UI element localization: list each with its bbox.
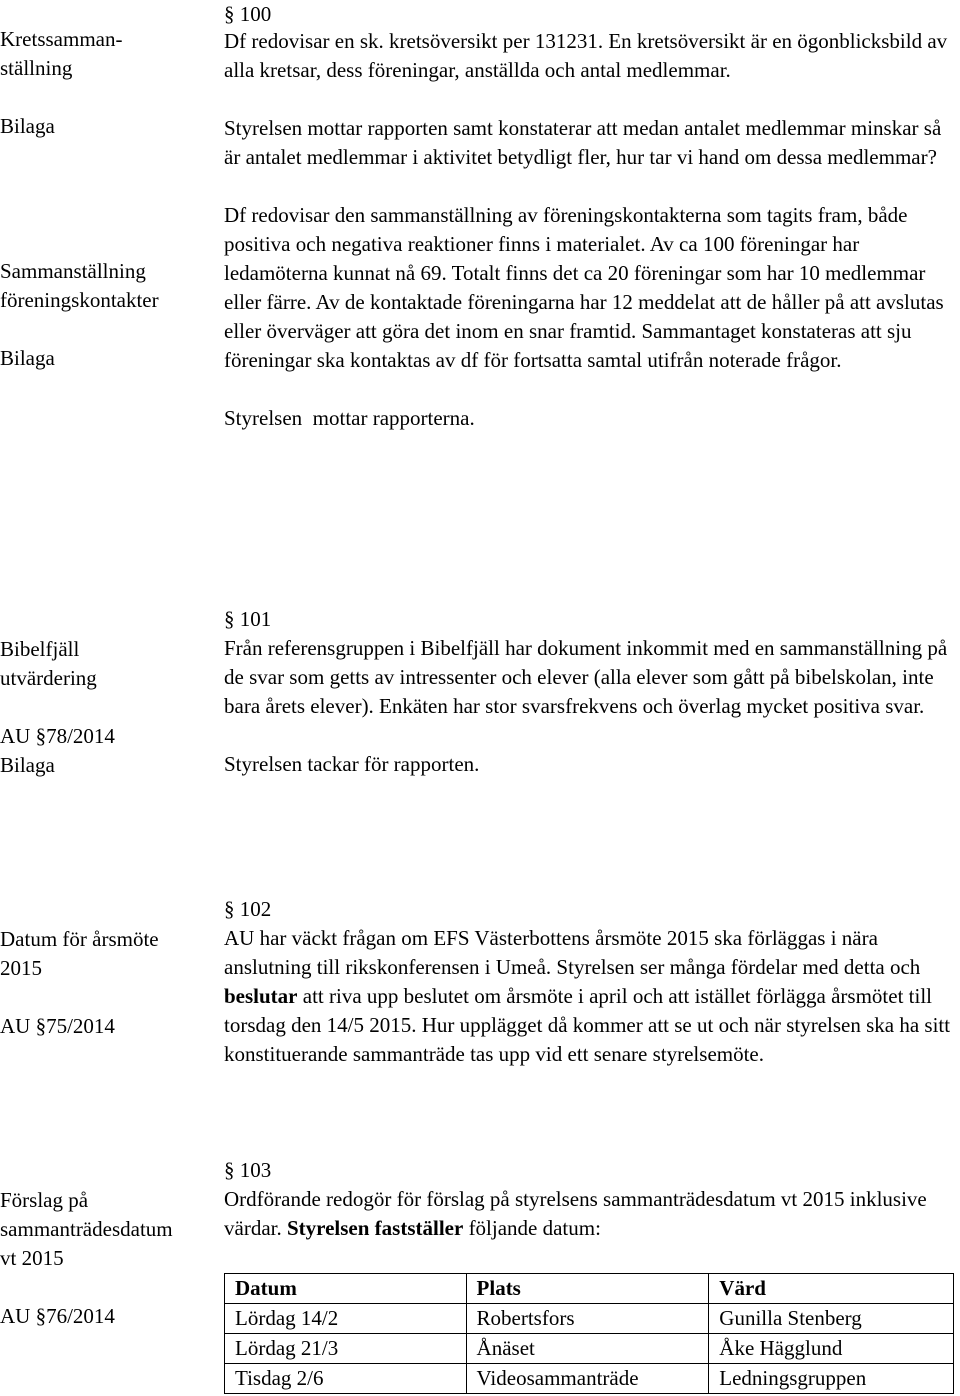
table-header-cell: Datum <box>225 1274 467 1304</box>
s103-body <box>224 1156 960 1243</box>
margin-spacer <box>0 1273 212 1302</box>
section-number-value: 103 <box>239 1158 272 1182</box>
text-run: att riva upp beslutet om årsmöte i april och att istället förlägga årsmötet till torsdag den 14/5 2015. Hur upplägget då kommer att se ut och när styrelsen ska ha sitt konstituerande sammanträde tas upp vid ett senare styrelsemöte. <box>224 984 951 1066</box>
paragraph: Df redovisar den sammanställning av föreningskontakterna som tagits fram, både positiva och negativa reaktioner finns i materialet. Av ca 100 föreningar har ledamöterna kunnat nå 69. Totalt finns det ca 20 föreningar som har 10 medlemmar eller färre. Av de kontaktade föreningarna har 12 meddelat att de håller på att avslutas eller överväger att göra det inom en snar framtid. Sammantaget konstateras att sju föreningar ska kontaktas av df för fortsatta samtal utifrån noterade frågor. <box>224 203 944 372</box>
section-sign: § <box>224 607 235 631</box>
paragraph <box>224 1185 960 1243</box>
s102-body <box>224 895 960 1069</box>
section-number <box>224 895 960 924</box>
s103-margin <box>0 1186 212 1331</box>
meeting-dates-table <box>224 1273 954 1394</box>
bold-text: Styrelsen fastställer <box>286 1216 464 1240</box>
text-run: följande datum: <box>463 1216 601 1240</box>
margin-line: Bilaga <box>0 346 55 370</box>
table-cell: Lördag 21/3 <box>225 1334 467 1364</box>
section-sign: § <box>224 897 235 921</box>
section-number-value: 101 <box>239 607 272 631</box>
paragraph: Från referensgruppen i Bibelfjäll har dokument inkommit med en sammanställning på de svar som getts av intressenter och elever (alla elever som gått på bibelskolan, inte bara årets elever). Enkäten har stor svarsfrekvens och överlag mycket positiva svar. <box>224 636 948 718</box>
margin-line: Kretssamman- <box>0 27 123 51</box>
table-header-cell: Värd <box>709 1274 954 1304</box>
table-header-cell: Plats <box>466 1274 709 1304</box>
margin-spacer <box>0 983 212 1012</box>
margin-line: Bilaga <box>0 753 55 777</box>
text-run: AU har väckt frågan om EFS Västerbottens årsmöte 2015 ska förläggas i nära anslutning till rikskonferensen i Umeå. Styrelsen ser många fördelar med detta och <box>224 926 921 979</box>
margin-line: utvärdering <box>0 666 97 690</box>
margin-spacer <box>0 83 212 112</box>
section-number <box>224 1156 960 1185</box>
margin-spacer <box>0 693 212 722</box>
paragraph <box>224 924 960 1069</box>
table-cell: Ånäset <box>466 1334 709 1364</box>
margin-line: sammanträdesdatum <box>0 1217 173 1241</box>
margin-line: AU §76/2014 <box>0 1304 115 1328</box>
table-row <box>225 1364 954 1394</box>
table-cell: Åke Hägglund <box>709 1334 954 1364</box>
margin-spacer <box>0 315 212 344</box>
paragraph: Styrelsen mottar rapporten samt konstaterar att medan antalet medlemmar minskar så är antalet medlemmar i aktivitet betydligt fler, hur tar vi hand om dessa medlemmar? <box>224 116 942 169</box>
s102-margin <box>0 925 212 1041</box>
margin-line: Bibelfjäll <box>0 637 80 661</box>
margin-line: ställning <box>0 56 73 80</box>
margin-line: vt 2015 <box>0 1246 64 1270</box>
margin-line: Bilaga <box>0 114 55 138</box>
table-cell: Videosammanträde <box>466 1364 709 1394</box>
section-number-value: 100 <box>239 2 272 26</box>
s101-margin <box>0 635 212 780</box>
margin-line: AU §78/2014 <box>0 724 115 748</box>
paragraph: Df redovisar en sk. kretsöversikt per 131231. En kretsöversikt är en ögonblicksbild av alla kretsar, dess föreningar, anställda och antal medlemmar. <box>224 29 948 82</box>
s100-margin <box>0 25 212 373</box>
section-sign: § <box>224 1158 235 1182</box>
bold-text: beslutar <box>224 984 298 1008</box>
table-cell: Ledningsgruppen <box>709 1364 954 1394</box>
text-run: Ordförande redogör för förslag på styrelsens sammanträdesdatum vt 2015 inklusive värdar. <box>224 1187 927 1240</box>
margin-line: Förslag på <box>0 1188 89 1212</box>
margin-line: 2015 <box>0 956 42 980</box>
table-cell: Tisdag 2/6 <box>225 1364 467 1394</box>
section-number <box>224 0 960 27</box>
section-number-value: 102 <box>239 897 272 921</box>
table-cell: Gunilla Stenberg <box>709 1304 954 1334</box>
section-sign: § <box>224 2 235 26</box>
margin-spacer <box>0 141 212 257</box>
margin-line: föreningskontakter <box>0 288 159 312</box>
section-number <box>224 605 960 634</box>
paragraph: Styrelsen mottar rapporterna. <box>224 406 475 430</box>
table-row <box>225 1304 954 1334</box>
table-cell: Robertsfors <box>466 1304 709 1334</box>
margin-line: Sammanställning <box>0 259 146 283</box>
margin-line: AU §75/2014 <box>0 1014 115 1038</box>
table-row <box>225 1334 954 1364</box>
s100-body <box>224 0 960 433</box>
table-cell: Lördag 14/2 <box>225 1304 467 1334</box>
margin-line: Datum för årsmöte <box>0 927 159 951</box>
paragraph: Styrelsen tackar för rapporten. <box>224 752 480 776</box>
s101-body <box>224 605 960 779</box>
table-header-row <box>225 1274 954 1304</box>
